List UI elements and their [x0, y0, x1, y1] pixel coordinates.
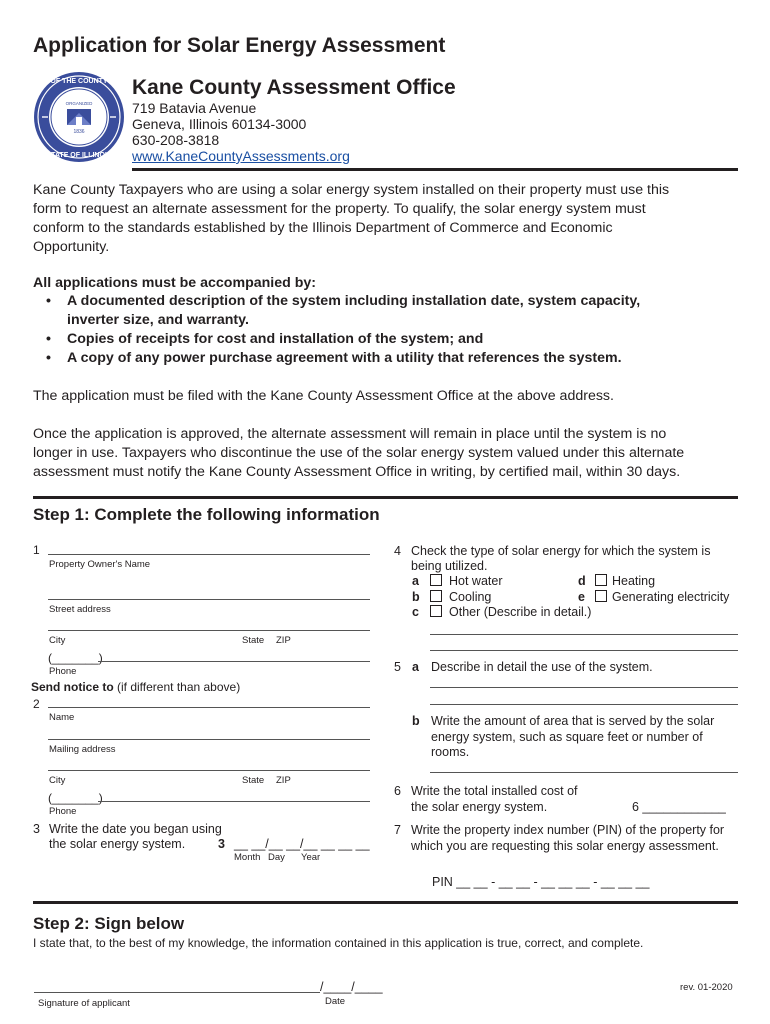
question-number: 3	[33, 822, 40, 836]
system-use-field[interactable]	[430, 704, 738, 705]
approval-note-line: Once the application is approved, the alternate assessment will remain in place until the system is no	[33, 426, 667, 442]
cooling-checkbox[interactable]	[430, 590, 442, 602]
requirement-item: inverter size, and warranty.	[67, 312, 249, 328]
requirements-heading: All applications must be accompanied by:	[33, 275, 317, 291]
start-date-field[interactable]: __ __/__ __/__ __ __ __	[234, 837, 370, 851]
question-number: 1	[33, 543, 40, 557]
street-address-label: Street address	[49, 604, 111, 615]
intro-line: Kane County Taxpayers who are using a solar energy system installed on their property must use this	[33, 182, 670, 198]
other-label: Other (Describe in detail.)	[449, 605, 592, 619]
city-label: City	[49, 775, 66, 786]
question-number: 4	[394, 544, 401, 558]
generating-electricity-checkbox[interactable]	[595, 590, 607, 602]
bullet: •	[46, 293, 51, 309]
approval-note-line: assessment must notify the Kane County Assessment Office in writing, by certified mail, within 30 days.	[33, 464, 681, 480]
area-served-field[interactable]	[430, 772, 738, 773]
cooling-label: Cooling	[449, 590, 492, 604]
hot-water-label: Hot water	[449, 574, 503, 588]
heating-label: Heating	[612, 574, 656, 588]
option-letter: c	[412, 605, 419, 619]
q3-text: the solar energy system.	[49, 837, 186, 851]
other-description-field[interactable]	[430, 634, 738, 635]
notice-name-label: Name	[49, 712, 75, 723]
year-label: Year	[301, 852, 321, 863]
step2-divider	[33, 901, 738, 904]
option-letter: a	[412, 660, 419, 674]
state-label: State	[242, 775, 265, 786]
date-label: Date	[325, 996, 346, 1007]
month-label: Month	[234, 852, 261, 863]
signature-label: Signature of applicant	[38, 998, 130, 1009]
step2-heading: Step 2: Sign below	[33, 914, 185, 933]
generating-electricity-label: Generating electricity	[612, 590, 730, 604]
send-notice-bold: Send notice to	[31, 680, 114, 694]
question-number: 6	[394, 784, 401, 798]
option-letter: e	[578, 590, 585, 604]
other-checkbox[interactable]	[430, 605, 442, 617]
question-number: 2	[33, 697, 40, 711]
hot-water-checkbox[interactable]	[430, 574, 442, 586]
q4-text: Check the type of solar energy for which the system is	[411, 544, 711, 558]
office-street: 719 Batavia Avenue	[132, 100, 257, 116]
question-number: 7	[394, 823, 401, 837]
svg-text:1836: 1836	[73, 129, 85, 135]
svg-text:STATE OF ILLINOIS: STATE OF ILLINOIS	[46, 152, 112, 159]
county-seal-logo	[33, 71, 125, 163]
phone-label: Phone	[49, 806, 77, 817]
bullet: •	[46, 350, 51, 366]
q7-text: Write the property index number (PIN) of the property for	[411, 823, 725, 837]
option-letter: b	[412, 714, 420, 728]
q5b-text: Write the amount of area that is served by the solar	[431, 714, 715, 728]
option-letter: d	[578, 574, 586, 588]
q4-text: being utilized.	[411, 559, 488, 573]
other-description-field[interactable]	[430, 650, 738, 651]
phone-area-code: (_______)	[48, 791, 103, 805]
q3-text: Write the date you began using	[49, 822, 222, 836]
city-label: City	[49, 635, 66, 646]
q5b-text: rooms.	[431, 745, 470, 759]
bullet: •	[46, 331, 51, 347]
state-label: State	[242, 635, 265, 646]
revision-label: rev. 01-2020	[680, 982, 733, 993]
q5a-text: Describe in detail the use of the system.	[431, 660, 653, 674]
heating-checkbox[interactable]	[595, 574, 607, 586]
option-letter: a	[412, 574, 419, 588]
q5b-text: energy system, such as square feet or number of	[431, 730, 703, 744]
notice-name-field[interactable]	[48, 707, 370, 708]
certification-statement: I state that, to the best of my knowledge, the information contained in this application is true, correct, and complete.	[33, 936, 644, 950]
step1-divider	[33, 496, 738, 499]
phone-area-code: (_______)	[48, 651, 103, 665]
city-state-zip-field[interactable]	[48, 630, 370, 631]
office-website-link[interactable]: www.KaneCountyAssessments.org	[132, 148, 350, 164]
signature-field[interactable]	[34, 992, 320, 993]
page-title: Application for Solar Energy Assessment	[33, 34, 446, 57]
office-name: Kane County Assessment Office	[132, 76, 456, 99]
requirement-item: A copy of any power purchase agreement with a utility that references the system.	[67, 350, 622, 366]
date-field[interactable]: /____/____	[320, 980, 383, 994]
office-phone: 630-208-3818	[132, 132, 220, 148]
street-address-field[interactable]	[48, 599, 370, 600]
office-city: Geneva, Illinois 60134-3000	[132, 116, 307, 132]
q7-text: which you are requesting this solar energy assessment.	[411, 839, 719, 853]
step1-heading: Step 1: Complete the following information	[33, 505, 380, 524]
send-notice-rest: (if different than above)	[113, 680, 241, 694]
mailing-address-label: Mailing address	[49, 744, 116, 755]
pin-field[interactable]: PIN __ __ - __ __ - __ __ __ - __ __ __	[432, 875, 650, 889]
filing-note: The application must be filed with the Kane County Assessment Office at the above address.	[33, 388, 614, 404]
question-number: 5	[394, 660, 401, 674]
intro-line: Opportunity.	[33, 239, 110, 255]
header-divider	[132, 168, 738, 171]
system-use-field[interactable]	[430, 687, 738, 688]
zip-label: ZIP	[276, 775, 291, 786]
phone-field[interactable]	[98, 661, 370, 662]
intro-line: conform to the standards established by the Illinois Department of Commerce and Economic	[33, 220, 613, 236]
send-notice-label	[31, 680, 240, 694]
zip-label: ZIP	[276, 635, 291, 646]
requirement-item: A documented description of the system including installation date, system capacity,	[67, 293, 641, 309]
q6-text: the solar energy system.	[411, 800, 548, 814]
phone-label: Phone	[49, 666, 77, 677]
requirement-item: Copies of receipts for cost and installation of the system; and	[67, 331, 484, 347]
svg-text:ORGANIZED: ORGANIZED	[65, 101, 93, 106]
owner-name-field[interactable]	[48, 554, 370, 555]
intro-line: form to request an alternate assessment for the property. To qualify, the solar energy system must	[33, 201, 646, 217]
day-label: Day	[268, 852, 285, 863]
installed-cost-field[interactable]: 6 ____________	[632, 800, 726, 814]
approval-note-line: longer in use. Taxpayers who discontinue the use of the solar energy system valued under this alternate	[33, 445, 685, 461]
notice-phone-field[interactable]	[98, 801, 370, 802]
q6-text: Write the total installed cost of	[411, 784, 578, 798]
notice-city-state-zip-field[interactable]	[48, 770, 370, 771]
option-letter: b	[412, 590, 420, 604]
svg-text:OF THE COUNTY: OF THE COUNTY	[50, 78, 108, 85]
owner-name-label: Property Owner's Name	[49, 559, 151, 570]
mailing-address-field[interactable]	[48, 739, 370, 740]
answer-number: 3	[218, 837, 225, 851]
